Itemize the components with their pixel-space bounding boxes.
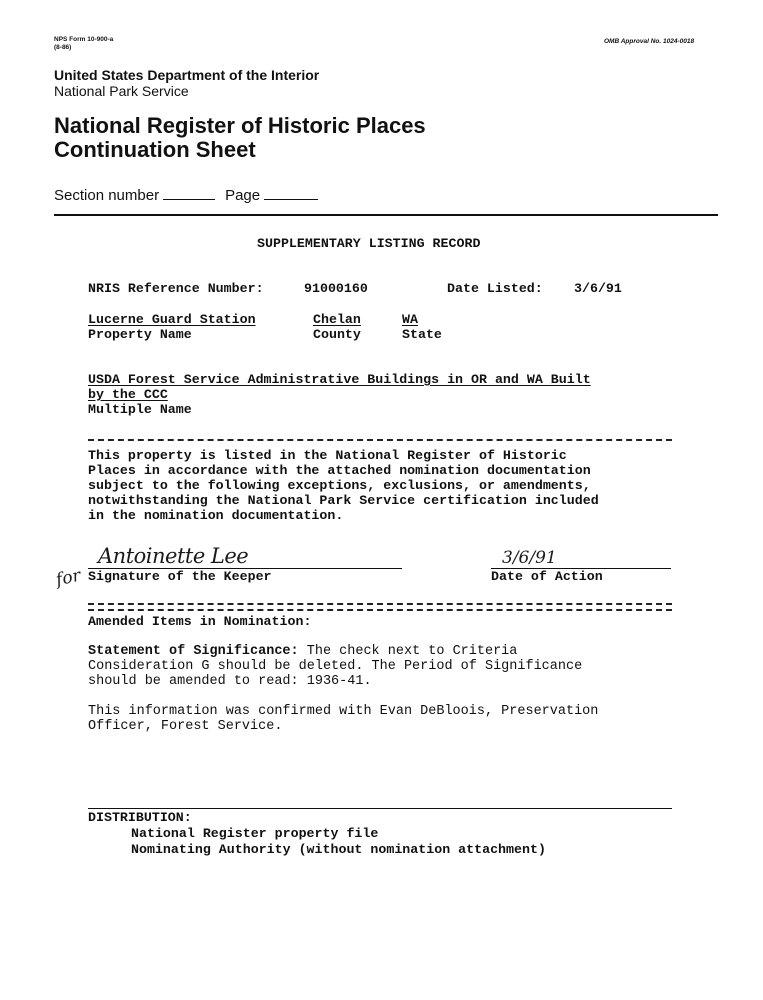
form-id: NPS Form 10-900-a xyxy=(54,36,114,43)
multiple-name-label: Multiple Name xyxy=(88,402,192,417)
section-page-row xyxy=(54,187,328,204)
section-number-label: Section number xyxy=(54,187,160,204)
action-date-handwriting: 3/6/91 xyxy=(502,548,557,568)
property-name: Lucerne Guard Station xyxy=(88,312,256,327)
nris-label: NRIS Reference Number: xyxy=(88,281,264,296)
listing-statement-line3: subject to the following exceptions, exclusions, or amendments, xyxy=(88,478,591,493)
agency-name: National Park Service xyxy=(54,83,189,99)
amended-heading: Amended Items in Nomination: xyxy=(88,614,312,629)
nris-value: 91000160 xyxy=(304,281,368,296)
department-name: United States Department of the Interior xyxy=(54,67,320,83)
statement-significance-line1 xyxy=(88,644,517,660)
distribution-item-2: Nominating Authority (without nomination attachment) xyxy=(131,842,546,857)
distribution-item-1: National Register property file xyxy=(131,826,379,841)
header-divider xyxy=(54,214,718,216)
date-of-action-label: Date of Action xyxy=(491,569,603,584)
for-handwriting: for xyxy=(54,565,83,591)
date-listed-label: Date Listed: xyxy=(447,281,543,296)
confirmation-line1: This information was confirmed with Evan DeBloois, Preservation xyxy=(88,704,599,719)
keeper-signature-handwriting: Antoinette Lee xyxy=(98,544,249,568)
form-date: (8-86) xyxy=(54,44,72,51)
statement-significance-text1: The check next to Criteria xyxy=(306,644,518,659)
listing-statement-line4: notwithstanding the National Park Service certification included xyxy=(88,493,599,508)
property-name-label: Property Name xyxy=(88,327,192,342)
form-title-line2: Continuation Sheet xyxy=(54,137,256,162)
county-value: Chelan xyxy=(313,312,361,327)
dashed-separator xyxy=(88,439,672,441)
state-value: WA xyxy=(402,312,418,327)
date-listed-value: 3/6/91 xyxy=(574,281,622,296)
listing-statement-line5: in the nomination documentation. xyxy=(88,508,344,523)
distribution-rule xyxy=(88,808,672,809)
statement-significance-line2: Consideration G should be deleted. The Period of Significance xyxy=(88,659,583,674)
omb-approval: OMB Approval No. 1024-0018 xyxy=(604,38,695,45)
section-number-blank xyxy=(163,187,215,200)
page-label: Page xyxy=(225,187,261,204)
listing-statement-line2: Places in accordance with the attached nomination documentation xyxy=(88,463,591,478)
listing-statement-line1: This property is listed in the National Register of Historic xyxy=(88,448,567,463)
multiple-name-line1: USDA Forest Service Administrative Buildings in OR and WA Built xyxy=(88,372,591,387)
record-heading: SUPPLEMENTARY LISTING RECORD xyxy=(257,236,481,251)
page-number-blank xyxy=(264,187,318,200)
form-title-line1: National Register of Historic Places xyxy=(54,113,426,138)
multiple-name-line2: by the CCC xyxy=(88,387,168,402)
statement-significance-label: Statement of Significance: xyxy=(88,644,299,659)
distribution-heading: DISTRIBUTION: xyxy=(88,810,192,825)
signature-label: Signature of the Keeper xyxy=(88,569,272,584)
state-label: State xyxy=(402,327,442,342)
confirmation-line2: Officer, Forest Service. xyxy=(88,719,283,734)
county-label: County xyxy=(313,327,361,342)
statement-significance-line3: should be amended to read: 1936-41. xyxy=(88,674,372,689)
double-separator xyxy=(88,603,672,611)
